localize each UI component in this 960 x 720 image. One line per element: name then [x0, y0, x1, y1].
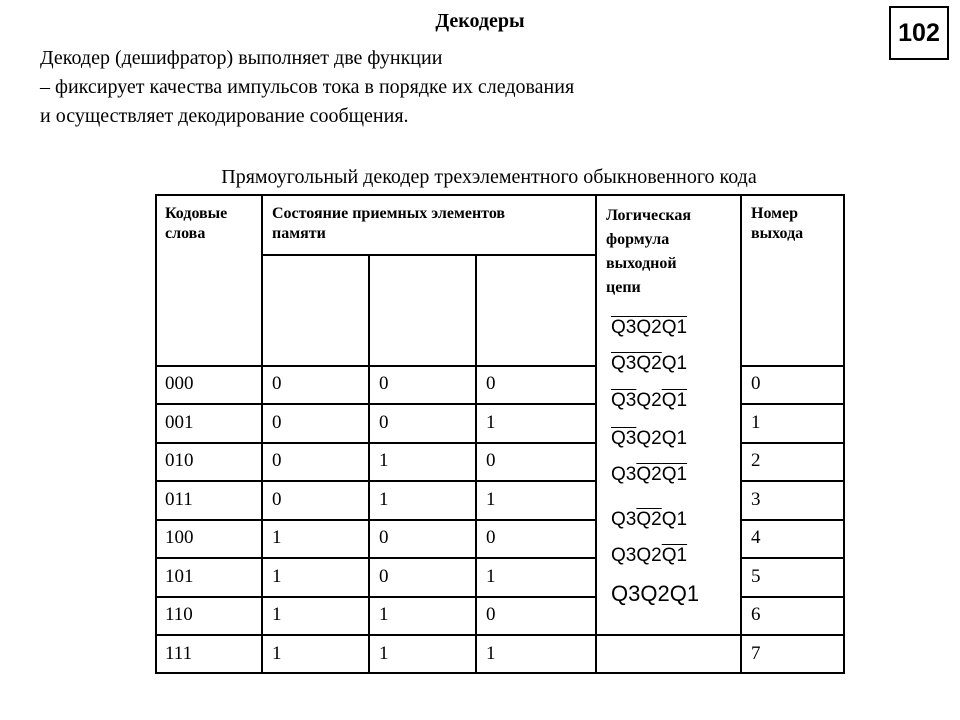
logic-formula: Q3Q2Q1	[611, 317, 688, 338]
intro-text	[40, 44, 574, 131]
column-line	[261, 194, 263, 674]
logic-formula: Q3Q2Q1	[611, 545, 688, 566]
column-line	[595, 194, 597, 674]
bit-cell: 0	[379, 527, 389, 548]
output-number-cell: 3	[751, 489, 761, 510]
logic-formula: Q3Q2Q1	[611, 428, 688, 449]
column-line	[368, 254, 370, 674]
row-line	[740, 365, 845, 367]
table-border-right	[843, 194, 845, 674]
column-line	[740, 194, 742, 674]
logic-formula: Q3Q2Q1	[611, 464, 688, 485]
bit-cell: 1	[379, 643, 389, 664]
logic-formula: Q3Q2Q1	[611, 353, 688, 374]
header-logic-formula: Логическая формула выходной цепи	[606, 207, 692, 296]
bit-cell: 0	[272, 412, 282, 433]
header-code-words: Кодовые слова	[165, 205, 228, 242]
logic-formula: Q3Q2Q1	[611, 390, 688, 411]
row-line	[155, 557, 595, 559]
bit-cell: 1	[272, 643, 282, 664]
bit-cell: 0	[379, 566, 389, 587]
row-line	[740, 480, 845, 482]
bit-cell: 1	[486, 566, 496, 587]
code-word-cell: 110	[165, 604, 193, 625]
output-number-cell: 7	[751, 643, 761, 664]
header-output-number: Номер выхода	[751, 205, 804, 242]
page-title: Декодеры	[435, 10, 525, 32]
code-word-cell: 101	[165, 566, 194, 587]
decoder-table	[155, 194, 845, 674]
bit-cell: 0	[272, 373, 282, 394]
logic-formula: Q3Q2Q1	[611, 581, 700, 606]
row-line	[740, 442, 845, 444]
intro-line: и осуществляет декодирование сообщения.	[40, 105, 409, 127]
bit-cell: 1	[486, 489, 496, 510]
output-number-cell: 5	[751, 566, 761, 587]
table-border-top	[155, 194, 845, 196]
bit-cell: 1	[272, 604, 282, 625]
bit-cell: 0	[486, 373, 496, 394]
row-line	[740, 519, 845, 521]
bit-cell: 1	[486, 412, 496, 433]
page-number-badge: 102	[889, 6, 949, 60]
row-line	[155, 634, 845, 636]
column-line	[475, 254, 477, 674]
output-number-cell: 6	[751, 604, 761, 625]
code-word-cell: 100	[165, 527, 194, 548]
row-line	[740, 403, 845, 405]
bit-cell: 0	[272, 450, 282, 471]
bit-cell: 0	[272, 489, 282, 510]
header-memory-state: Состояние приемных элементов памяти	[272, 205, 506, 242]
code-word-cell: 011	[165, 489, 193, 510]
bit-cell: 1	[379, 450, 389, 471]
bit-cell: 0	[379, 373, 389, 394]
code-word-cell: 001	[165, 412, 194, 433]
header-subrow-line	[261, 254, 595, 256]
bit-cell: 0	[486, 450, 496, 471]
bit-cell: 1	[379, 489, 389, 510]
bit-cell: 0	[486, 604, 496, 625]
bit-cell: 1	[272, 566, 282, 587]
bit-cell: 1	[486, 643, 496, 664]
row-line	[155, 519, 595, 521]
row-line	[155, 442, 595, 444]
row-line	[740, 557, 845, 559]
bit-cell: 0	[486, 527, 496, 548]
code-word-cell: 010	[165, 450, 194, 471]
bit-cell: 1	[272, 527, 282, 548]
intro-line: – фиксирует качества импульсов тока в порядке их следования	[40, 76, 575, 98]
row-line	[740, 596, 845, 598]
table-border-left	[155, 194, 157, 674]
code-word-cell: 111	[165, 643, 193, 664]
output-number-cell: 1	[751, 412, 761, 433]
output-number-cell: 4	[751, 527, 761, 548]
row-line	[155, 365, 595, 367]
output-number-cell: 2	[751, 450, 761, 471]
output-number-cell: 0	[751, 373, 761, 394]
logic-formula: Q3Q2Q1	[611, 509, 688, 530]
table-caption: Прямоугольный декодер трехэлементного обыкновенного кода	[221, 166, 757, 188]
intro-line: Декодер (дешифратор) выполняет две функции	[40, 47, 443, 69]
code-word-cell: 000	[165, 373, 194, 394]
bit-cell: 0	[379, 412, 389, 433]
row-line	[155, 403, 595, 405]
row-line	[155, 480, 595, 482]
table-border-bottom	[155, 672, 845, 674]
bit-cell: 1	[379, 604, 389, 625]
row-line	[155, 596, 595, 598]
